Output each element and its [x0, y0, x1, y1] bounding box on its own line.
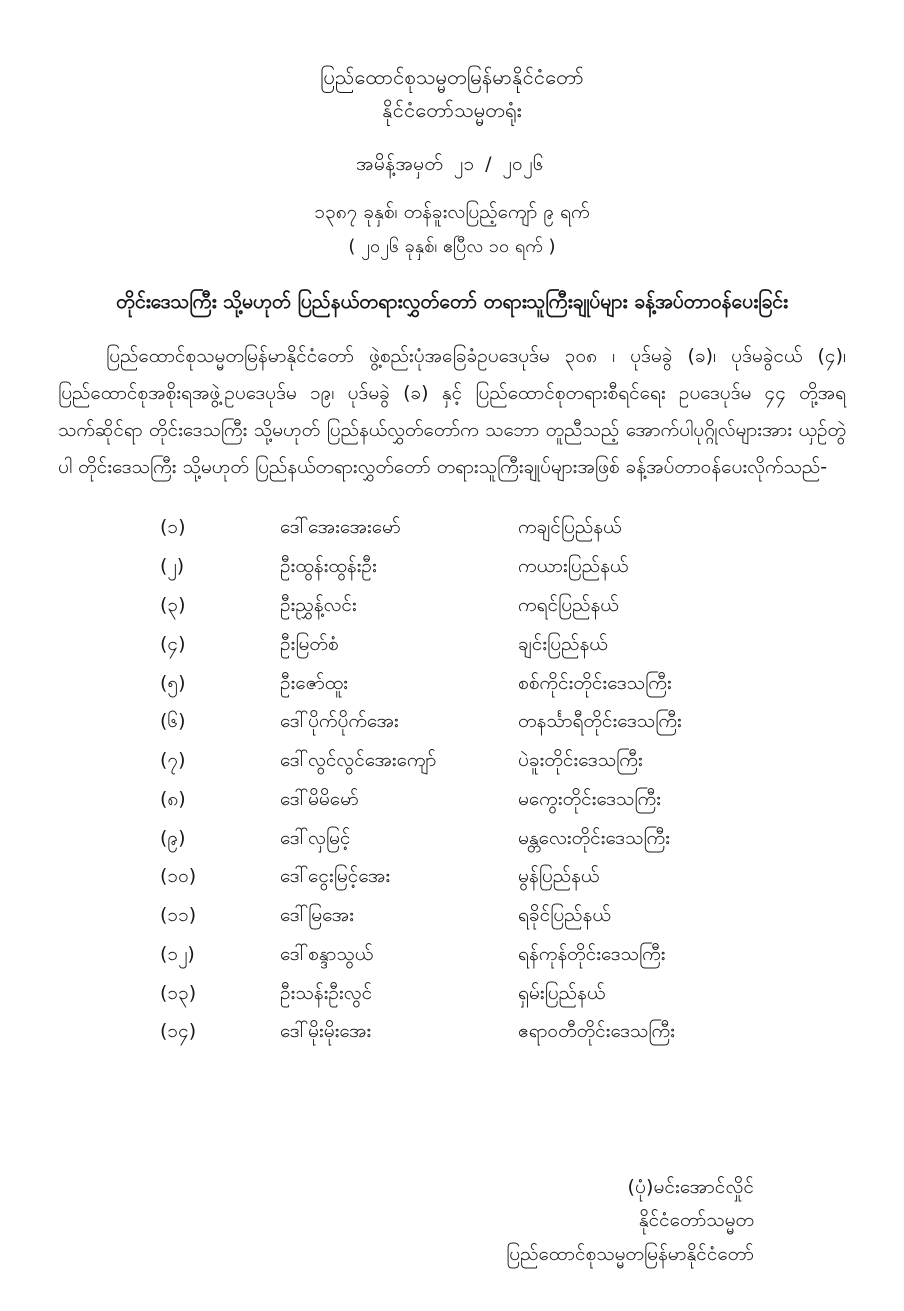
table-row [58, 935, 846, 974]
row-index: (၁၂) [160, 942, 195, 965]
table-row [58, 780, 846, 819]
row-region: ကရင်ပြည်နယ် [518, 593, 619, 616]
order-label: အမိန့်အမှတ် [356, 153, 444, 175]
row-name: ဒေါ်လှမြင့် [280, 826, 351, 849]
row-name: ဦးဇော်ထူး [280, 671, 348, 694]
row-region: ဧရာဝတီတိုင်းဒေသကြီး [518, 1020, 675, 1043]
date-gregorian: ( ၂၀၂၆ ခုနှစ်၊ ဧပြီလ ၁၀ ရက် ) [348, 236, 556, 257]
table-row [58, 586, 846, 625]
date-myanmar: ၁၃၈၇ ခုနှစ်၊ တန်ခူးလပြည့်ကျော် ၉ ရက် [314, 201, 590, 223]
table-row [58, 547, 846, 586]
order-number: ၂၁ [453, 153, 475, 175]
table-row [58, 819, 846, 858]
table-row [58, 1012, 846, 1051]
row-index: (၇) [160, 749, 186, 772]
row-index: (၈) [160, 787, 186, 810]
row-index: (၁၁) [160, 904, 197, 927]
row-index: (၁) [160, 516, 186, 539]
row-index: (၁၃) [160, 981, 197, 1004]
signatory-position: နိုင်ငံတော်သမ္မတ [638, 1209, 754, 1232]
row-index: (၁၀) [160, 865, 197, 888]
table-row [58, 741, 846, 780]
row-region: ရန်ကုန်တိုင်းဒေသကြီး [518, 942, 666, 965]
row-index: (၂) [160, 555, 185, 578]
row-region: တနင်္သာရီတိုင်းဒေသကြီး [518, 710, 682, 733]
row-index: (၅) [160, 671, 186, 694]
row-region: ကချင်ပြည်နယ် [518, 516, 622, 539]
document-header-office: နိုင်ငံတော်သမ္မတရုံး [382, 98, 522, 122]
row-name: ဒေါ်ငွေးမြင့်အေး [280, 865, 391, 888]
row-index: (၆) [160, 710, 186, 733]
table-row [58, 974, 846, 1013]
row-index: (၃) [160, 593, 186, 616]
row-name: ဦးညွှန့်လင်း [280, 593, 357, 616]
row-region: ကယားပြည်နယ် [518, 555, 629, 578]
document-header-country: ပြည်ထောင်စုသမ္မတမြန်မာနိုင်ငံတော် [320, 65, 584, 89]
row-name: ဒေါ်မြအေး [280, 904, 354, 927]
row-name: ဒေါ်မိုးမိုးအေး [280, 1020, 372, 1043]
appointments-table-body [58, 508, 846, 1051]
order-year: ၂၀၂၆ [502, 153, 544, 175]
row-region: ရခိုင်ပြည်နယ် [518, 904, 611, 927]
row-name: ဒေါ်လွင်လွင်အေးကျော် [280, 749, 437, 772]
row-region: မန္တလေးတိုင်းဒေသကြီး [518, 826, 670, 849]
table-row [58, 896, 846, 935]
row-region: မွန်ပြည်နယ် [518, 865, 600, 888]
order-number-line [58, 152, 846, 180]
row-region: စစ်ကိုင်းတိုင်းဒေသကြီး [518, 671, 672, 694]
row-index: (၁၄) [160, 1020, 197, 1043]
table-row [58, 508, 846, 547]
row-name: ဒေါ်မိမိမော် [280, 787, 359, 810]
row-index: (၉) [160, 826, 186, 849]
row-name: ဦးထွန်းထွန်းဦး [280, 555, 377, 578]
row-name: ဒေါ်အေးအေးမော် [280, 516, 401, 539]
document-body-paragraph: ပြည်ထောင်စုသမ္မတမြန်မာနိုင်ငံတော် ဖွဲ့စည်းပုံအခြေခံဥပဒေပုဒ်မ ၃၀၈ ၊ ပုဒ်မခွဲ (ခ)၊ ပုဒ်မခွဲငယ် (၄)၊ ပြည်ထောင်စုအစိုးရအဖွဲ့ဥပဒေပုဒ်မ ၁၉၊ ပုဒ်မခွဲ (ခ) နှင့် ပြည်ထောင်စုတရားစီရင်ရေး ဥပဒေပုဒ်မ ၄၄ တို့အရ သက်ဆိုင်ရာ တိုင်းဒေသကြီး သို့မဟုတ် ပြည်နယ်လွှတ်တော်က သဘော တူညီသည့် အောက်ပါပုဂ္ဂိုလ်များအား ယှဉ်တွဲပါ တိုင်းဒေသကြီး သို့မဟုတ် ပြည်နယ်တရားလွှတ်တော် တရားသူကြီးချုပ်များအဖြစ် ခန့်အပ်တာဝန်ပေးလိုက်သည်- [58, 345, 846, 479]
row-region: ရှမ်းပြည်နယ် [518, 981, 606, 1004]
row-index: (၄) [160, 632, 186, 655]
row-name: ဒေါ်ပိုက်ပိုက်အေး [280, 710, 399, 733]
row-name: ဒေါ်စန္ဒာသွယ် [280, 942, 374, 965]
signature-block [58, 1171, 846, 1271]
signatory-name: (ပုံ)မင်းအောင်လှိုင် [627, 1176, 754, 1199]
table-row [58, 664, 846, 703]
table-row [58, 625, 846, 664]
row-name: ဦးသန်းဦးလွင် [280, 981, 373, 1004]
row-region: ပဲခူးတိုင်းဒေသကြီး [518, 749, 643, 772]
signatory-organization: ပြည်ထောင်စုသမ္မတမြန်မာနိုင်ငံတော် [506, 1242, 754, 1265]
order-separator: / [485, 153, 492, 175]
table-row [58, 857, 846, 896]
table-row [58, 702, 846, 741]
appointments-table [58, 508, 846, 1051]
row-region: ချင်းပြည်နယ် [518, 632, 608, 655]
document-title: တိုင်းဒေသကြီး သို့မဟုတ် ပြည်နယ်တရားလွှတ်တော် တရားသူကြီးချုပ်များ ခန့်အပ်တာဝန်ပေးခြင်း [116, 290, 788, 313]
row-name: ဦးမြတ်စံ [280, 632, 339, 655]
row-region: မကွေးတိုင်းဒေသကြီး [518, 787, 661, 810]
